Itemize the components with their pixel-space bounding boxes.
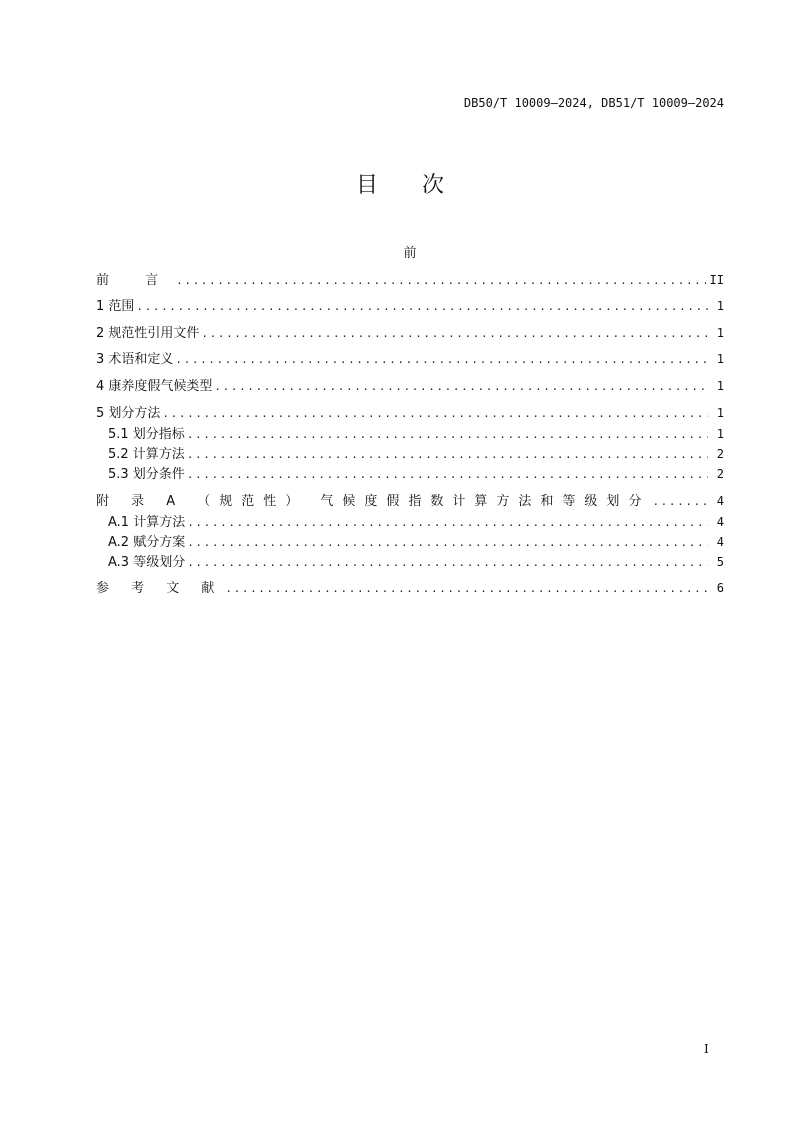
toc-entry-label: 5.1 划分指标 xyxy=(108,427,185,442)
toc-entry-label: 附 录 A （规范性） 气候度假指数计算方法和等级划分 xyxy=(96,494,651,509)
page-title xyxy=(0,168,800,199)
toc-leader-dots xyxy=(225,579,708,599)
toc-entry-page: 2 xyxy=(716,467,724,481)
toc-leader-dots xyxy=(187,533,708,553)
page-number: I xyxy=(704,1042,709,1056)
toc-entry-classification-method[interactable] xyxy=(96,403,724,423)
toc-entry-page: 4 xyxy=(716,535,724,549)
toc-entry-bibliography[interactable] xyxy=(96,578,724,598)
toc-entry-page: 5 xyxy=(716,555,724,569)
toc-leader-dots xyxy=(187,425,708,445)
toc-entry-5-3[interactable] xyxy=(108,464,724,484)
toc-leader-dots xyxy=(175,350,708,370)
toc-leader-dots xyxy=(187,465,708,485)
toc-leader-dots xyxy=(214,377,708,397)
toc-entry-page: 4 xyxy=(716,515,724,529)
toc-entry-page: 4 xyxy=(716,494,724,508)
toc-entry-page: II xyxy=(709,273,724,287)
toc-entry-label: 5.3 划分条件 xyxy=(108,467,185,482)
toc-entry-label: A.2 赋分方案 xyxy=(108,535,186,550)
toc-leader-dots xyxy=(136,297,708,317)
toc-entry-label: 1 范围 xyxy=(96,299,135,314)
toc-leader-dots xyxy=(162,404,708,424)
toc-entry-5-1[interactable] xyxy=(108,424,724,444)
toc-entry-terms[interactable] xyxy=(96,349,724,369)
toc-entry-scope[interactable] xyxy=(96,296,724,316)
toc-entry-label: 4 康养度假气候类型 xyxy=(96,379,213,394)
toc-entry-label: 3 术语和定义 xyxy=(96,352,174,367)
toc-leader-dots xyxy=(187,553,708,573)
toc-entry-label: 前 言 xyxy=(96,273,175,288)
toc-entry-climate-types[interactable] xyxy=(96,376,724,396)
toc-leader-dots xyxy=(187,513,708,533)
toc-entry-page: 2 xyxy=(716,447,724,461)
title-part2: 次 xyxy=(422,173,445,198)
toc-leader-dots xyxy=(176,271,705,291)
toc-entry-page: 1 xyxy=(716,299,724,313)
toc-entry-a-1[interactable] xyxy=(108,512,724,532)
toc-subheading: 前 xyxy=(403,246,417,261)
toc-entry-label: 5.2 计算方法 xyxy=(108,447,185,462)
toc-entry-page: 1 xyxy=(716,406,724,420)
toc-entry-label: 2 规范性引用文件 xyxy=(96,326,200,341)
toc-entry-5-2[interactable] xyxy=(108,444,724,464)
toc-entry-page: 1 xyxy=(716,379,724,393)
toc-entry-label: 参 考 文 献 xyxy=(96,581,224,596)
title-part1: 目 xyxy=(355,173,378,198)
standard-code: DB50/T 10009—2024, DB51/T 10009—2024 xyxy=(463,96,724,110)
toc-entry-label: 5 划分方法 xyxy=(96,406,161,421)
toc-entry-label: A.3 等级划分 xyxy=(108,555,186,570)
toc-leader-dots xyxy=(201,324,708,344)
toc-entry-appendix-a[interactable] xyxy=(96,491,724,511)
toc-entry-normative-references[interactable] xyxy=(96,323,724,343)
toc-entry-a-2[interactable] xyxy=(108,532,724,552)
toc-entry-a-3[interactable] xyxy=(108,552,724,572)
toc-leader-dots xyxy=(187,445,708,465)
toc-leader-dots xyxy=(652,492,708,512)
toc-entry-foreword[interactable] xyxy=(96,270,724,290)
toc-entry-page: 6 xyxy=(716,581,724,595)
toc-entry-label: A.1 计算方法 xyxy=(108,515,186,530)
toc-entry-page: 1 xyxy=(716,326,724,340)
toc-entry-page: 1 xyxy=(716,427,724,441)
toc-entry-page: 1 xyxy=(716,352,724,366)
